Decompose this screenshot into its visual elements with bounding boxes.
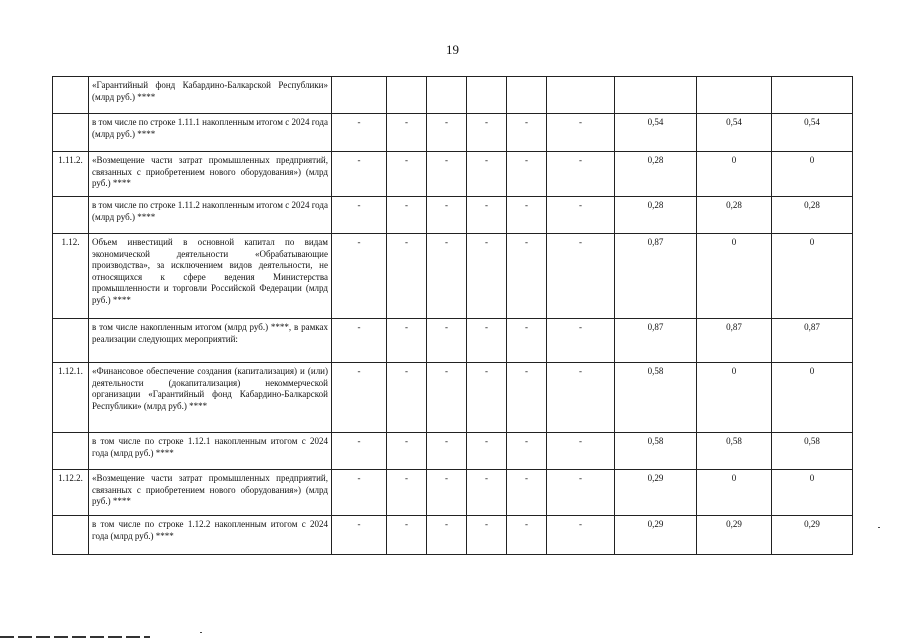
- table-row: [53, 114, 853, 152]
- value-cell-col-9: 0: [772, 470, 853, 516]
- row-number-cell: [53, 77, 89, 114]
- value-cell-col-5: [507, 77, 547, 114]
- value-cell-col-8: 0: [697, 152, 772, 197]
- value-cell-col-5: -: [507, 197, 547, 234]
- value-cell-col-3: [427, 77, 467, 114]
- value-cell-col-4: -: [467, 197, 507, 234]
- value-cell-col-2: -: [387, 114, 427, 152]
- value-cell-col-4: -: [467, 516, 507, 555]
- table-row: [53, 470, 853, 516]
- indicator-description-cell: в том числе по строке 1.11.2 накопленным итогом с 2024 года (млрд руб.) ****: [89, 197, 332, 234]
- row-number-cell: 1.11.2.: [53, 152, 89, 197]
- table-row: [53, 197, 853, 234]
- table-row: [53, 77, 853, 114]
- value-cell-col-6: -: [547, 470, 615, 516]
- value-cell-col-6: -: [547, 197, 615, 234]
- value-cell-col-9: 0,87: [772, 319, 853, 363]
- value-cell-col-7: 0,87: [615, 234, 697, 319]
- value-cell-col-3: -: [427, 152, 467, 197]
- value-cell-col-2: -: [387, 470, 427, 516]
- value-cell-col-3: -: [427, 114, 467, 152]
- value-cell-col-2: -: [387, 363, 427, 433]
- value-cell-col-6: -: [547, 319, 615, 363]
- value-cell-col-3: -: [427, 234, 467, 319]
- value-cell-col-8: 0,54: [697, 114, 772, 152]
- value-cell-col-3: -: [427, 363, 467, 433]
- indicator-description-cell: «Возмещение части затрат промышленных предприятий, связанных с приобретением нового оборудования») (млрд руб.) ****: [89, 470, 332, 516]
- value-cell-col-2: -: [387, 433, 427, 470]
- value-cell-col-5: -: [507, 319, 547, 363]
- value-cell-col-5: -: [507, 152, 547, 197]
- value-cell-col-1: -: [332, 433, 387, 470]
- table-row: [53, 319, 853, 363]
- value-cell-col-8: 0: [697, 363, 772, 433]
- value-cell-col-4: [467, 77, 507, 114]
- value-cell-col-4: -: [467, 433, 507, 470]
- value-cell-col-7: 0,54: [615, 114, 697, 152]
- value-cell-col-4: -: [467, 152, 507, 197]
- value-cell-col-1: [332, 77, 387, 114]
- row-number-cell: [53, 197, 89, 234]
- value-cell-col-8: 0,29: [697, 516, 772, 555]
- value-cell-col-6: -: [547, 363, 615, 433]
- value-cell-col-9: 0: [772, 234, 853, 319]
- value-cell-col-6: -: [547, 433, 615, 470]
- value-cell-col-1: -: [332, 516, 387, 555]
- value-cell-col-6: -: [547, 516, 615, 555]
- row-number-cell: [53, 319, 89, 363]
- value-cell-col-7: 0,87: [615, 319, 697, 363]
- value-cell-col-1: -: [332, 234, 387, 319]
- value-cell-col-5: -: [507, 433, 547, 470]
- value-cell-col-1: -: [332, 114, 387, 152]
- value-cell-col-9: 0,54: [772, 114, 853, 152]
- value-cell-col-7: [615, 77, 697, 114]
- value-cell-col-9: 0: [772, 152, 853, 197]
- value-cell-col-4: -: [467, 470, 507, 516]
- value-cell-col-1: -: [332, 152, 387, 197]
- row-number-cell: [53, 433, 89, 470]
- value-cell-col-2: -: [387, 234, 427, 319]
- value-cell-col-4: -: [467, 234, 507, 319]
- value-cell-col-7: 0,58: [615, 363, 697, 433]
- value-cell-col-8: [697, 77, 772, 114]
- value-cell-col-2: [387, 77, 427, 114]
- value-cell-col-3: -: [427, 319, 467, 363]
- table-row: [53, 433, 853, 470]
- indicator-description-cell: «Финансовое обеспечение создания (капитализация) и (или) деятельности (докапитализация) некоммерческой организации «Гарантийный фонд Кабардино-Балкарской Республики» (млрд руб.) ****: [89, 363, 332, 433]
- value-cell-col-6: [547, 77, 615, 114]
- row-number-cell: [53, 114, 89, 152]
- value-cell-col-8: 0,87: [697, 319, 772, 363]
- table-row: [53, 152, 853, 197]
- value-cell-col-9: 0,58: [772, 433, 853, 470]
- value-cell-col-5: -: [507, 363, 547, 433]
- value-cell-col-7: 0,28: [615, 152, 697, 197]
- indicator-description-cell: «Возмещение части затрат промышленных предприятий, связанных с приобретением нового оборудования») (млрд руб.) ****: [89, 152, 332, 197]
- value-cell-col-7: 0,58: [615, 433, 697, 470]
- value-cell-col-1: -: [332, 319, 387, 363]
- value-cell-col-5: -: [507, 516, 547, 555]
- table-row: [53, 516, 853, 555]
- row-number-cell: 1.12.1.: [53, 363, 89, 433]
- value-cell-col-1: -: [332, 363, 387, 433]
- value-cell-col-2: -: [387, 319, 427, 363]
- value-cell-col-4: -: [467, 319, 507, 363]
- indicator-description-cell: Объем инвестиций в основной капитал по видам экономической деятельности «Обрабатывающие производства», за исключением видов деятельности, не относящихся к сфере ведения Министерства промышленности и торговли Российской Федерации (млрд руб.) ****: [89, 234, 332, 319]
- value-cell-col-3: -: [427, 433, 467, 470]
- value-cell-col-4: -: [467, 363, 507, 433]
- value-cell-col-1: -: [332, 470, 387, 516]
- value-cell-col-7: 0,28: [615, 197, 697, 234]
- value-cell-col-9: [772, 77, 853, 114]
- value-cell-col-4: -: [467, 114, 507, 152]
- value-cell-col-8: 0: [697, 234, 772, 319]
- indicator-description-cell: в том числе накопленным итогом (млрд руб.) ****, в рамках реализации следующих мероприятий:: [89, 319, 332, 363]
- value-cell-col-8: 0,28: [697, 197, 772, 234]
- value-cell-col-2: -: [387, 516, 427, 555]
- value-cell-col-5: -: [507, 114, 547, 152]
- value-cell-col-9: 0: [772, 363, 853, 433]
- indicator-description-cell: в том числе по строке 1.11.1 накопленным итогом с 2024 года (млрд руб.) ****: [89, 114, 332, 152]
- value-cell-col-6: -: [547, 152, 615, 197]
- value-cell-col-6: -: [547, 234, 615, 319]
- table-row: [53, 234, 853, 319]
- row-number-cell: [53, 516, 89, 555]
- value-cell-col-2: -: [387, 197, 427, 234]
- indicator-description-cell: в том числе по строке 1.12.2 накопленным итогом с 2024 года (млрд руб.) ****: [89, 516, 332, 555]
- table-row: [53, 363, 853, 433]
- indicators-table: [52, 76, 853, 555]
- value-cell-col-3: -: [427, 516, 467, 555]
- value-cell-col-7: 0,29: [615, 516, 697, 555]
- value-cell-col-3: -: [427, 197, 467, 234]
- value-cell-col-8: 0,58: [697, 433, 772, 470]
- indicator-description-cell: «Гарантийный фонд Кабардино-Балкарской Республики» (млрд руб.) ****: [89, 77, 332, 114]
- page-number: 19: [446, 42, 459, 57]
- scan-speck: [200, 632, 202, 633]
- value-cell-col-5: -: [507, 234, 547, 319]
- indicator-description-cell: в том числе по строке 1.12.1 накопленным итогом с 2024 года (млрд руб.) ****: [89, 433, 332, 470]
- value-cell-col-9: 0,28: [772, 197, 853, 234]
- row-number-cell: 1.12.: [53, 234, 89, 319]
- value-cell-col-8: 0: [697, 470, 772, 516]
- value-cell-col-1: -: [332, 197, 387, 234]
- scan-speck: [878, 527, 880, 528]
- value-cell-col-7: 0,29: [615, 470, 697, 516]
- value-cell-col-9: 0,29: [772, 516, 853, 555]
- value-cell-col-3: -: [427, 470, 467, 516]
- scan-artifact-line: [0, 636, 150, 638]
- value-cell-col-6: -: [547, 114, 615, 152]
- value-cell-col-2: -: [387, 152, 427, 197]
- row-number-cell: 1.12.2.: [53, 470, 89, 516]
- value-cell-col-5: -: [507, 470, 547, 516]
